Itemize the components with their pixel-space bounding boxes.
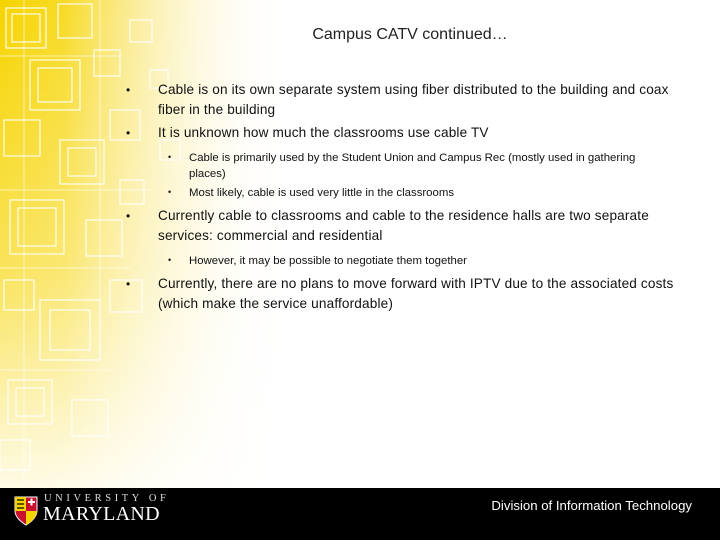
logo-maryland: MARYLAND — [43, 503, 160, 525]
sub-bullet-item — [100, 150, 639, 182]
bullet-icon: • — [126, 83, 131, 97]
sub-bullet-list — [100, 150, 680, 201]
bullet-item — [100, 123, 680, 143]
umd-shield-icon — [14, 496, 38, 526]
bullet-icon: • — [168, 152, 172, 162]
bullet-text: Cable is on its own separate system using fiber distributed to the building and coax fiber in the building — [158, 82, 669, 117]
bullet-icon: • — [168, 255, 172, 265]
bullet-item — [100, 274, 680, 314]
bullet-text: It is unknown how much the classrooms use cable TV — [158, 125, 489, 140]
bullet-icon: • — [126, 209, 131, 223]
sub-bullet-text: Most likely, cable is used very little in the classrooms — [189, 187, 455, 199]
sub-bullet-item — [100, 185, 639, 201]
footer-bar — [0, 488, 720, 540]
division-label: Division of Information Technology — [491, 498, 692, 513]
bullet-text: Currently cable to classrooms and cable to the residence halls are two separate services: commercial and residential — [158, 208, 649, 243]
slide-title: Campus CATV continued… — [312, 26, 508, 43]
bullet-icon: • — [126, 277, 131, 291]
bullet-text: Currently, there are no plans to move forward with IPTV due to the associated costs (which make the service unaffordable) — [158, 276, 674, 311]
bullet-item — [100, 206, 680, 246]
slide-content — [100, 80, 680, 317]
bullet-icon: • — [126, 126, 131, 140]
bullet-item — [100, 80, 680, 120]
sub-bullet-item — [100, 253, 639, 269]
bullet-icon: • — [168, 187, 172, 197]
sub-bullet-list — [100, 253, 680, 269]
sub-bullet-text: Cable is primarily used by the Student Union and Campus Rec (mostly used in gathering places) — [189, 152, 636, 180]
logo-university-of: UNIVERSITY OF — [44, 493, 170, 504]
sub-bullet-text: However, it may be possible to negotiate them together — [189, 255, 467, 267]
